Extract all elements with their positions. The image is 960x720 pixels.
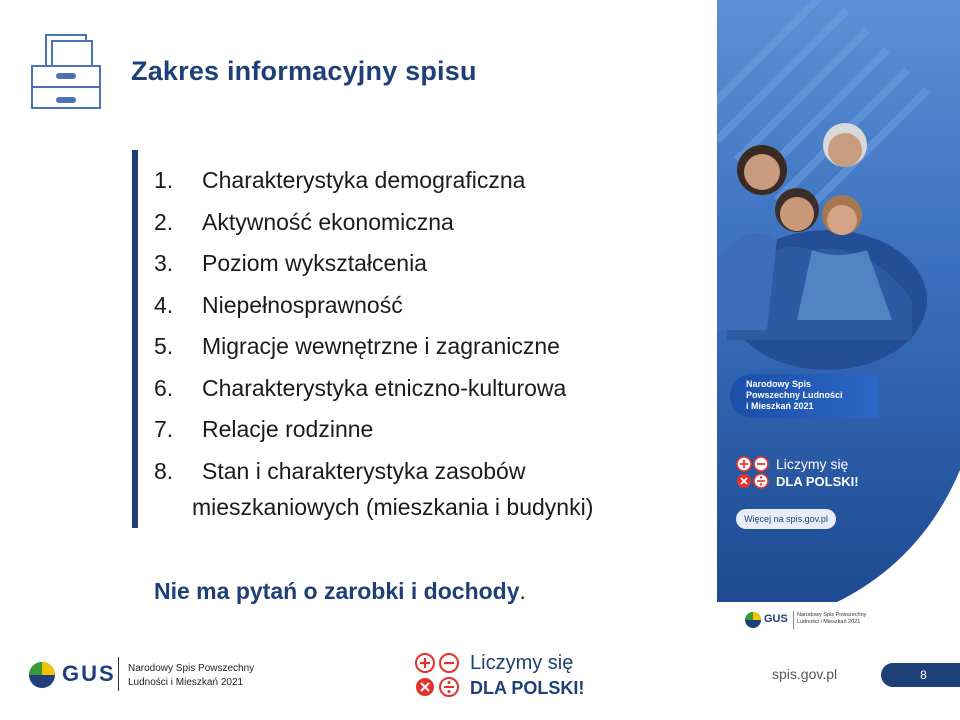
gus-logo-small: GUS Narodowy Spis Powszechny Ludności i Mieszkań 2021	[744, 609, 874, 633]
divider	[118, 657, 119, 691]
math-operators-icon	[414, 652, 462, 700]
math-operators-icon	[736, 456, 770, 490]
list-item: 1. Charakterystyka demograficzna	[154, 167, 526, 194]
gus-logo-icon	[744, 611, 762, 629]
list-accent-bar	[132, 150, 138, 528]
filing-cabinet-icon	[30, 32, 102, 110]
list-item: 7. Relacje rodzinne	[154, 416, 374, 443]
footer-slogan	[414, 652, 614, 700]
info-scope-list	[154, 160, 694, 492]
list-item: 3. Poziom wykształcenia	[154, 250, 427, 277]
list-item: 2. Aktywność ekonomiczna	[154, 208, 454, 235]
page-title: Zakres informacyjny spisu	[131, 56, 477, 86]
banner-slogan	[736, 456, 876, 492]
footer-slogan-line1: Liczymy się	[470, 652, 574, 674]
divider	[793, 611, 794, 629]
banner-slogan-line2: DLA POLSKI!	[776, 474, 859, 489]
site-link[interactable]: spis.gov.pl	[772, 666, 838, 682]
gus-logo: GUS Narodowy Spis Powszechny Ludności i Mieszkań 2021	[28, 654, 288, 696]
gus-logo-icon	[28, 658, 56, 690]
list-item-continuation: mieszkaniowych (mieszkania i budynki)	[192, 494, 594, 520]
note-tail: .	[519, 578, 526, 604]
note-bold: Nie ma pytań o zarobki i dochody	[154, 578, 520, 604]
more-info-button[interactable]: Więcej na spis.gov.pl	[736, 509, 836, 529]
page-number: 8	[881, 663, 960, 687]
list-item: 6. Charakterystyka etniczno-kulturowa	[154, 374, 567, 401]
census-badge: Narodowy Spis Powszechny Ludności i Mieszkań 2021	[730, 374, 878, 418]
list-item: 8. Stan i charakterystyka zasobów	[154, 457, 526, 484]
note-text	[154, 578, 526, 605]
list-item: 4. Niepełnosprawność	[154, 291, 403, 318]
list-item: 5. Migracje wewnętrzne i zagraniczne	[154, 333, 560, 360]
banner-slogan-line1: Liczymy się	[776, 456, 849, 472]
footer-slogan-line2: DLA POLSKI!	[470, 678, 585, 698]
